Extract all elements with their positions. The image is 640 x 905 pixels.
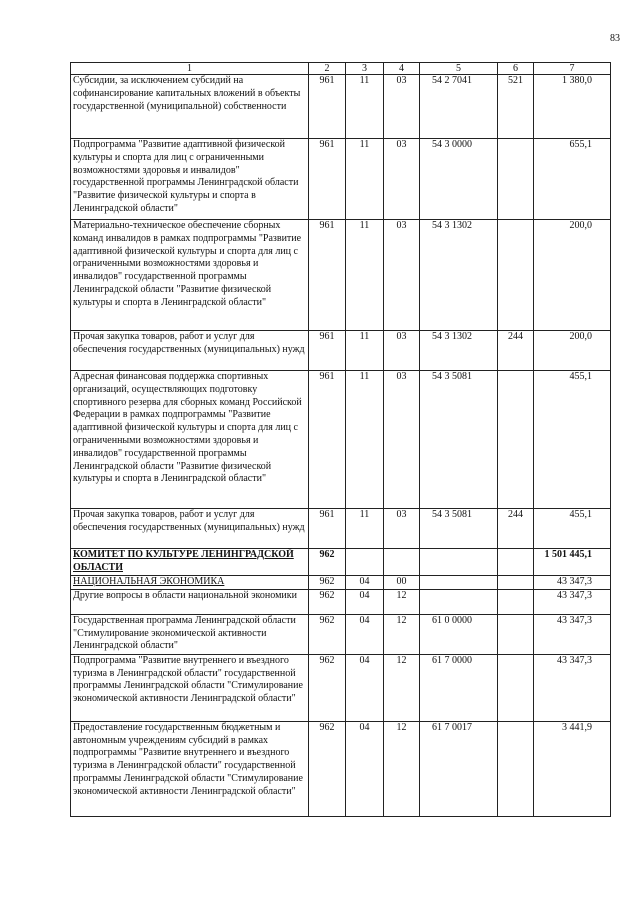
row-name: Прочая закупка товаров, работ и услуг для обеспечения государственных (муниципальных) нужд bbox=[71, 509, 309, 549]
row-section-code: 11 bbox=[346, 139, 384, 220]
header-col-2: 2 bbox=[309, 63, 346, 75]
header-col-3: 3 bbox=[346, 63, 384, 75]
row-expense-type bbox=[498, 371, 534, 509]
row-subsection-code: 03 bbox=[384, 139, 420, 220]
row-ministry-code: 961 bbox=[309, 331, 346, 371]
row-section-code: 11 bbox=[346, 331, 384, 371]
row-section-code: 04 bbox=[346, 654, 384, 721]
row-subsection-code: 03 bbox=[384, 509, 420, 549]
row-expense-type bbox=[498, 549, 534, 576]
row-target-code bbox=[420, 589, 498, 614]
row-target-code: 54 3 0000 bbox=[420, 139, 498, 220]
row-ministry-code: 961 bbox=[309, 220, 346, 331]
row-subsection-code: 12 bbox=[384, 654, 420, 721]
row-amount: 1 380,0 bbox=[534, 75, 611, 139]
table-row bbox=[71, 576, 611, 590]
row-amount: 43 347,3 bbox=[534, 654, 611, 721]
row-target-code: 61 0 0000 bbox=[420, 614, 498, 654]
row-amount: 200,0 bbox=[534, 331, 611, 371]
row-target-code bbox=[420, 576, 498, 590]
row-name: Подпрограмма "Развитие адаптивной физической культуры и спорта для лиц с ограниченными возможностями здоровья и инвалидов" государственной программы Ленинградской области "Развитие физической культуры и спорта в Ленинградской области" bbox=[71, 139, 309, 220]
row-ministry-code: 961 bbox=[309, 139, 346, 220]
row-amount: 455,1 bbox=[534, 371, 611, 509]
row-section-code: 11 bbox=[346, 220, 384, 331]
row-name: Адресная финансовая поддержка спортивных организаций, осуществляющих подготовку спортивного резерва для сборных команд Российской Федерации в рамках подпрограммы "Развитие адаптивной физической культуры и спорта для лиц с ограниченными возможностями здоровья и инвалидов" государственной программы Ленинградской области "Развитие физической культуры и спорта в Ленинградской области" bbox=[71, 371, 309, 509]
row-expense-type bbox=[498, 589, 534, 614]
row-ministry-code: 962 bbox=[309, 721, 346, 816]
row-expense-type bbox=[498, 139, 534, 220]
row-amount: 655,1 bbox=[534, 139, 611, 220]
row-amount: 43 347,3 bbox=[534, 589, 611, 614]
row-subsection-code: 03 bbox=[384, 220, 420, 331]
table-row bbox=[71, 721, 611, 816]
row-section-code: 04 bbox=[346, 721, 384, 816]
row-ministry-code: 961 bbox=[309, 75, 346, 139]
row-name: Подпрограмма "Развитие внутреннего и въездного туризма в Ленинградской области" государственной программы Ленинградской области "Стимулирование экономической активности Ленинградской области" bbox=[71, 654, 309, 721]
row-expense-type: 244 bbox=[498, 331, 534, 371]
row-amount: 200,0 bbox=[534, 220, 611, 331]
table-row bbox=[71, 139, 611, 220]
row-expense-type: 521 bbox=[498, 75, 534, 139]
row-section-code: 11 bbox=[346, 75, 384, 139]
row-subsection-code: 00 bbox=[384, 576, 420, 590]
row-target-code: 54 3 5081 bbox=[420, 371, 498, 509]
row-section-code: 11 bbox=[346, 509, 384, 549]
row-ministry-code: 962 bbox=[309, 576, 346, 590]
row-name: КОМИТЕТ ПО КУЛЬТУРЕ ЛЕНИНГРАДСКОЙ ОБЛАСТИ bbox=[71, 549, 309, 576]
row-section-code: 04 bbox=[346, 589, 384, 614]
row-target-code: 61 7 0000 bbox=[420, 654, 498, 721]
row-name: Субсидии, за исключением субсидий на софинансирование капитальных вложений в объекты государственной (муниципальной) собственности bbox=[71, 75, 309, 139]
table-row bbox=[71, 589, 611, 614]
row-expense-type bbox=[498, 614, 534, 654]
row-ministry-code: 962 bbox=[309, 654, 346, 721]
row-name: НАЦИОНАЛЬНАЯ ЭКОНОМИКА bbox=[71, 576, 309, 590]
row-subsection-code: 12 bbox=[384, 721, 420, 816]
row-expense-type bbox=[498, 576, 534, 590]
header-row bbox=[71, 63, 611, 75]
row-section-code bbox=[346, 549, 384, 576]
row-section-code: 04 bbox=[346, 614, 384, 654]
row-subsection-code: 12 bbox=[384, 614, 420, 654]
header-col-4: 4 bbox=[384, 63, 420, 75]
table-row bbox=[71, 75, 611, 139]
row-subsection-code: 03 bbox=[384, 331, 420, 371]
header-col-1: 1 bbox=[71, 63, 309, 75]
row-name: Предоставление государственным бюджетным и автономным учреждениям субсидий в рамках подпрограммы "Развитие внутреннего и въездного туризма в Ленинградской области" государственной программы Ленинградской области "Стимулирование экономической активности Ленинградской области" bbox=[71, 721, 309, 816]
row-expense-type bbox=[498, 220, 534, 331]
row-expense-type: 244 bbox=[498, 509, 534, 549]
row-target-code: 54 2 7041 bbox=[420, 75, 498, 139]
table-row bbox=[71, 614, 611, 654]
row-target-code bbox=[420, 549, 498, 576]
row-section-code: 04 bbox=[346, 576, 384, 590]
row-target-code: 61 7 0017 bbox=[420, 721, 498, 816]
row-amount: 43 347,3 bbox=[534, 614, 611, 654]
row-target-code: 54 3 1302 bbox=[420, 220, 498, 331]
row-name: Государственная программа Ленинградской области "Стимулирование экономической активности Ленинградской области" bbox=[71, 614, 309, 654]
row-ministry-code: 962 bbox=[309, 549, 346, 576]
row-amount: 455,1 bbox=[534, 509, 611, 549]
table-row bbox=[71, 371, 611, 509]
row-name: Другие вопросы в области национальной экономики bbox=[71, 589, 309, 614]
row-expense-type bbox=[498, 654, 534, 721]
table-row bbox=[71, 549, 611, 576]
table-row bbox=[71, 509, 611, 549]
row-amount: 43 347,3 bbox=[534, 576, 611, 590]
table-row bbox=[71, 654, 611, 721]
row-amount: 3 441,9 bbox=[534, 721, 611, 816]
row-ministry-code: 962 bbox=[309, 614, 346, 654]
page-number: 83 bbox=[610, 33, 620, 44]
row-target-code: 54 3 5081 bbox=[420, 509, 498, 549]
header-col-7: 7 bbox=[534, 63, 611, 75]
table-row bbox=[71, 331, 611, 371]
header-col-5: 5 bbox=[420, 63, 498, 75]
budget-table bbox=[70, 62, 611, 817]
row-subsection-code bbox=[384, 549, 420, 576]
row-ministry-code: 961 bbox=[309, 509, 346, 549]
row-subsection-code: 03 bbox=[384, 371, 420, 509]
row-subsection-code: 03 bbox=[384, 75, 420, 139]
row-section-code: 11 bbox=[346, 371, 384, 509]
row-name: Прочая закупка товаров, работ и услуг для обеспечения государственных (муниципальных) нужд bbox=[71, 331, 309, 371]
row-name: Материально-техническое обеспечение сборных команд инвалидов в рамках подпрограммы "Развитие адаптивной физической культуры и спорта для лиц с ограниченными возможностями здоровья и инвалидов" государственной программы Ленинградской области "Развитие физической культуры и спорта в Ленинградской области" bbox=[71, 220, 309, 331]
table-row bbox=[71, 220, 611, 331]
header-col-6: 6 bbox=[498, 63, 534, 75]
row-amount: 1 501 445,1 bbox=[534, 549, 611, 576]
row-ministry-code: 961 bbox=[309, 371, 346, 509]
row-expense-type bbox=[498, 721, 534, 816]
row-target-code: 54 3 1302 bbox=[420, 331, 498, 371]
row-subsection-code: 12 bbox=[384, 589, 420, 614]
row-ministry-code: 962 bbox=[309, 589, 346, 614]
